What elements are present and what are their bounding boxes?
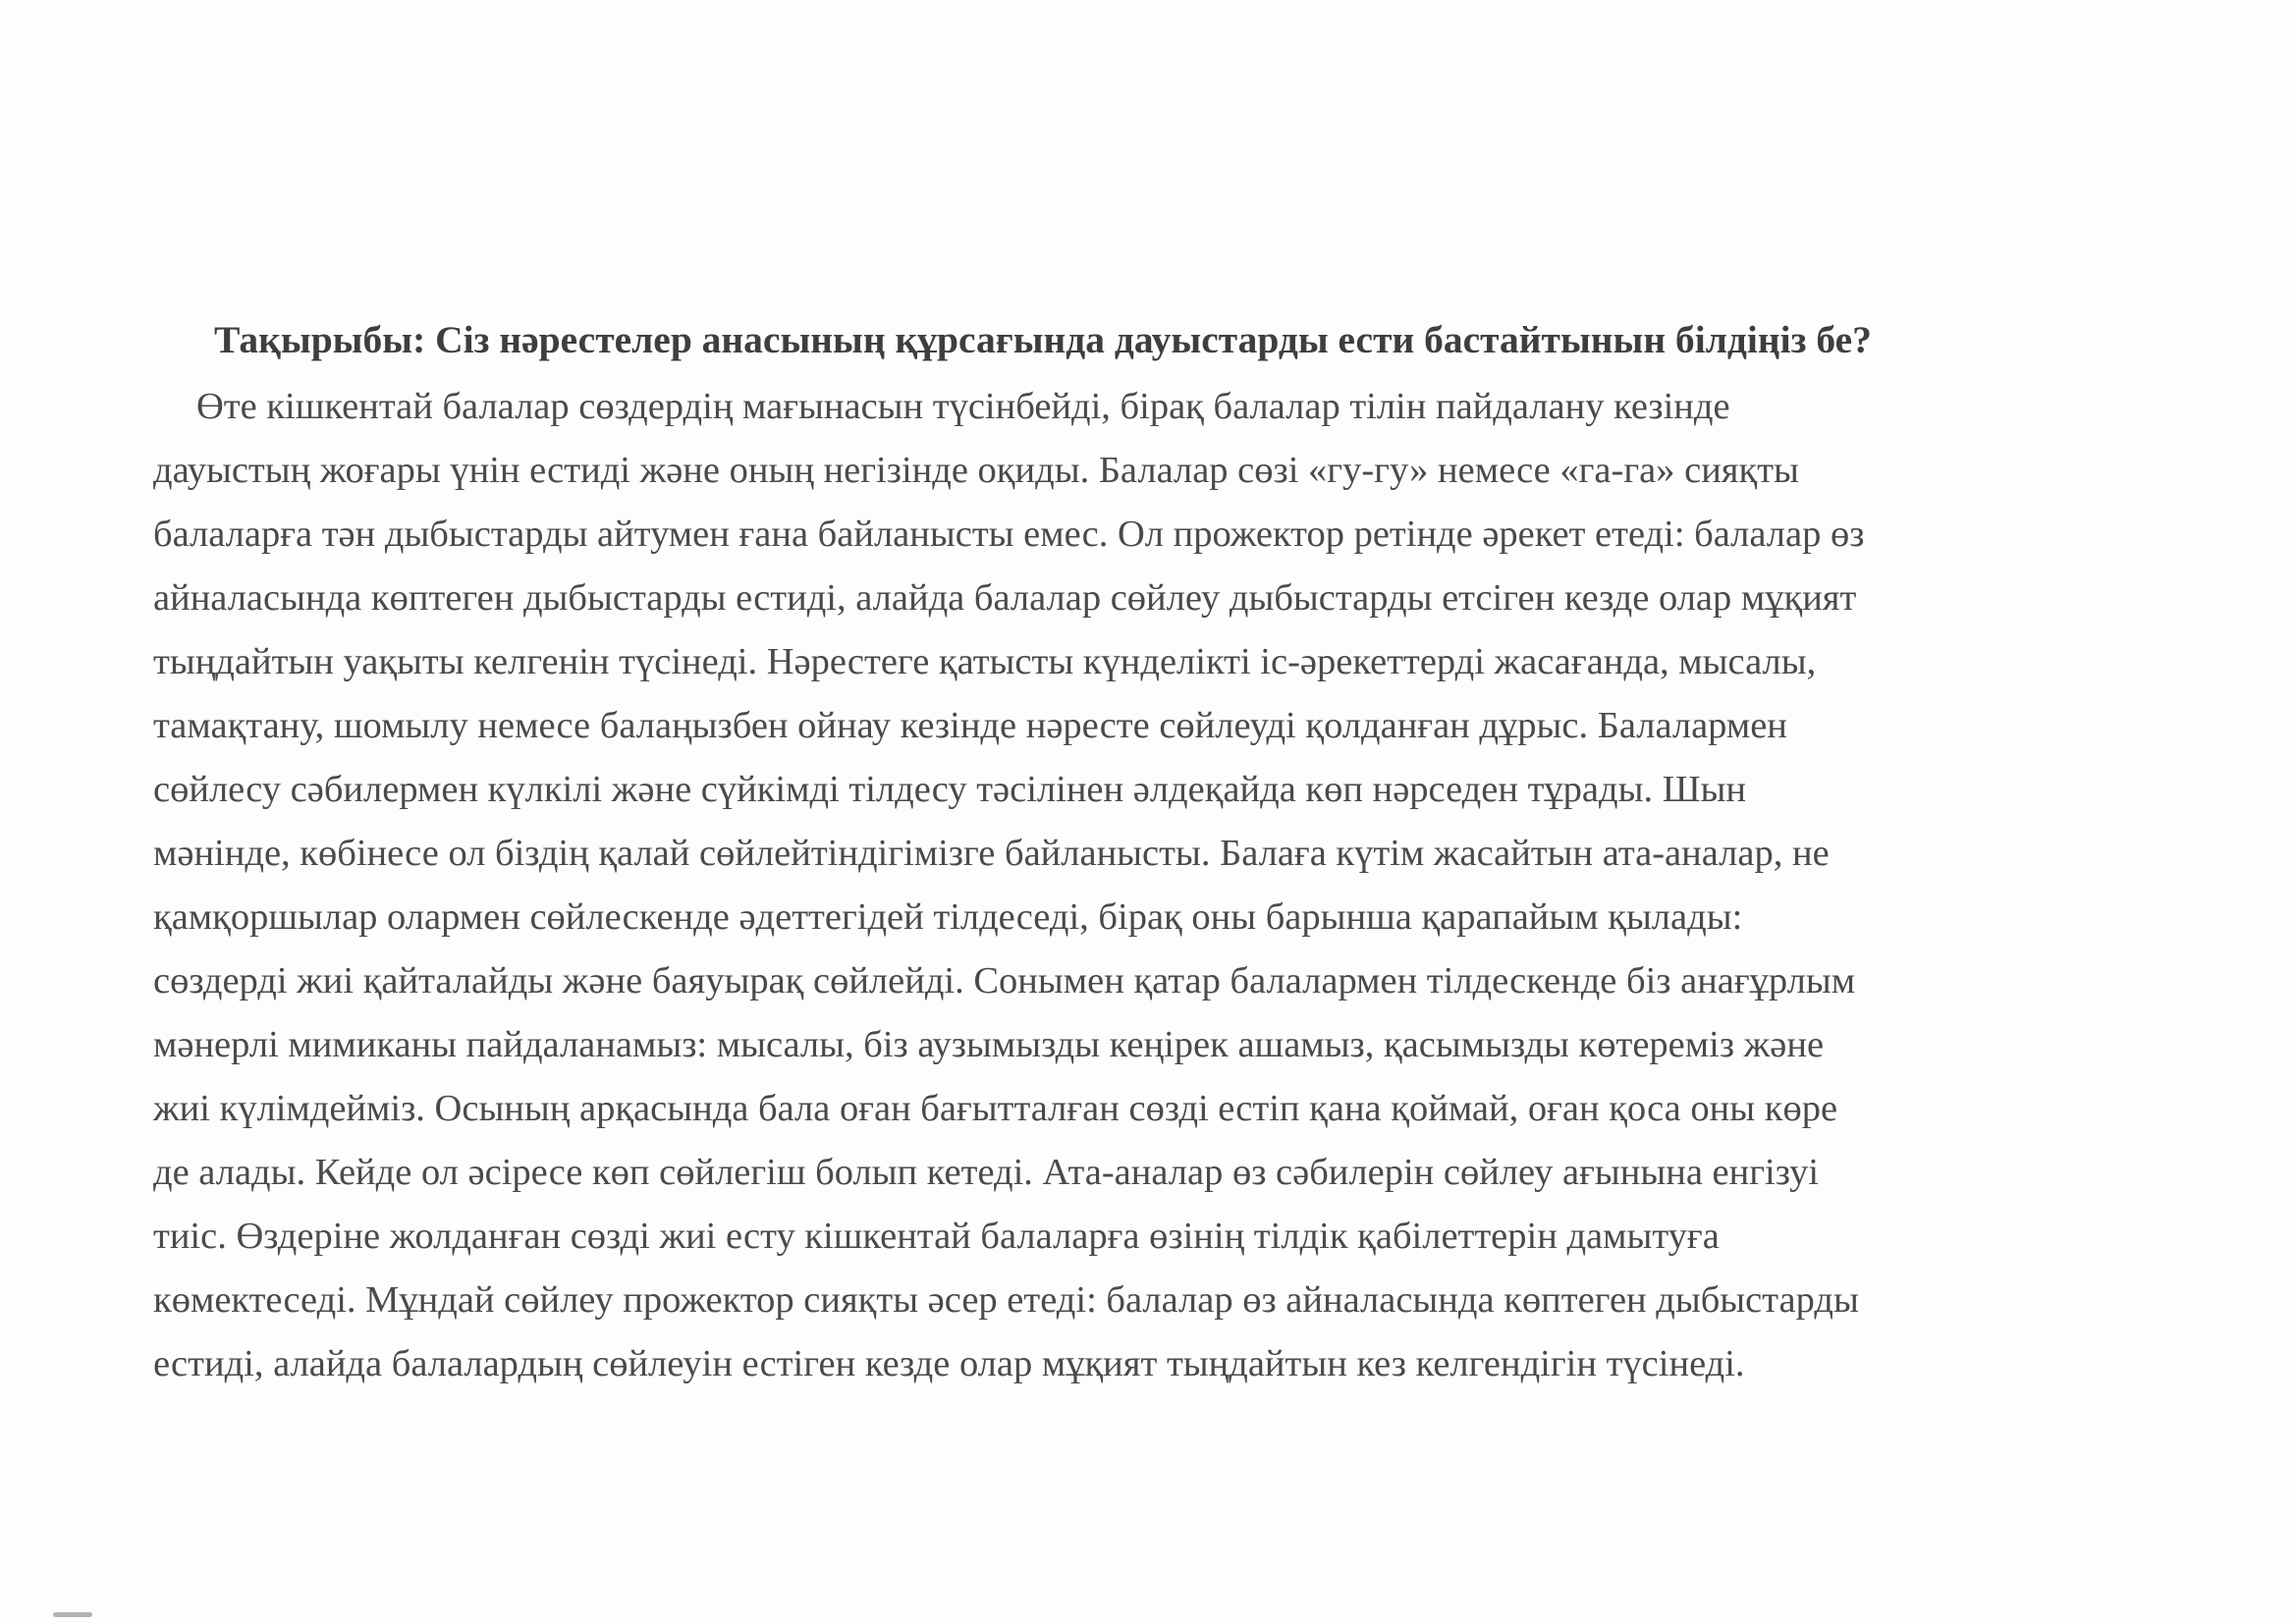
text-line: де алады. Кейде ол әсіресе көп сөйлегіш болып кетеді. Ата-аналар өз сәбилерін сөйлеу ағынына енгізуі xyxy=(153,1152,1820,1193)
text-line: сөздерді жиі қайталайды және баяуырақ сөйлейді. Сонымен қатар балалармен тілдескенде біз анағұрлым xyxy=(153,960,1856,1001)
text-line: мәнерлі мимиканы пайдаланамыз: мысалы, біз аузымызды кеңірек ашамыз, қасымызды көтереміз және xyxy=(153,1024,1825,1065)
document-body xyxy=(153,375,2196,1396)
text-line: айналасында көптеген дыбыстарды естиді, алайда балалар сөйлеу дыбыстарды етсіген кезде олар мұқият xyxy=(153,577,1857,619)
text-line: қамқоршылар олармен сөйлескенде әдеттегідей тілдеседі, бірақ оны барынша қарапайым қылады: xyxy=(153,896,1743,938)
text-line: жиі күлімдейміз. Осының арқасында бала оған бағытталған сөзді естіп қана қоймай, оған қоса оны көре xyxy=(153,1088,1838,1129)
text-line: мәнінде, көбінесе ол біздің қалай сөйлейтіндігімізге байланысты. Балаға күтім жасайтын ата-аналар, не xyxy=(153,833,1830,874)
text-line: дауыстың жоғары үнін естиді және оның негізінде оқиды. Балалар сөзі «гу-гу» немесе «га-га» сияқты xyxy=(153,450,1799,491)
scan-smudge xyxy=(53,1612,92,1617)
scan-mark xyxy=(1721,4,1754,18)
text-line: тамақтану, шомылу немесе балаңызбен ойнау кезінде нәресте сөйлеуді қолданған дұрыс. Балалармен xyxy=(153,705,1787,746)
text-line: естиді, алайда балалардың сөйлеуін естіген кезде олар мұқият тыңдайтын кез келгендігін түсінеді. xyxy=(153,1343,1745,1384)
text-line: көмектеседі. Мұндай сөйлеу прожектор сияқты әсер етеді: балалар өз айналасында көптеген дыбыстарды xyxy=(153,1279,1859,1321)
text-line: Өте кішкентай балалар сөздердің мағынасын түсінбейді, бірақ балалар тілін пайдалану кезінде xyxy=(196,386,1730,427)
text-line: тиіс. Өздеріне жолданған сөзді жиі есту кішкентай балаларға өзінің тілдік қабілеттерін дамытуға xyxy=(153,1216,1720,1257)
text-line: балаларға тән дыбыстарды айтумен ғана байланысты емес. Ол прожектор ретінде әрекет етеді: балалар өз xyxy=(153,514,1865,555)
text-line: сөйлесу сәбилермен күлкілі және сүйкімді тілдесу тәсілінен әлдеқайда көп нәрседен тұрады. Шын xyxy=(153,769,1747,810)
document-title: Тақырыбы: Сіз нәрестелер анасының құрсағында дауыстарды ести бастайтынын білдіңіз бе? xyxy=(214,318,1872,361)
text-line: тыңдайтын уақыты келгенін түсінеді. Нәрестеге қатысты күнделікті іс-әрекеттерді жасағанда, мысалы, xyxy=(153,641,1817,682)
